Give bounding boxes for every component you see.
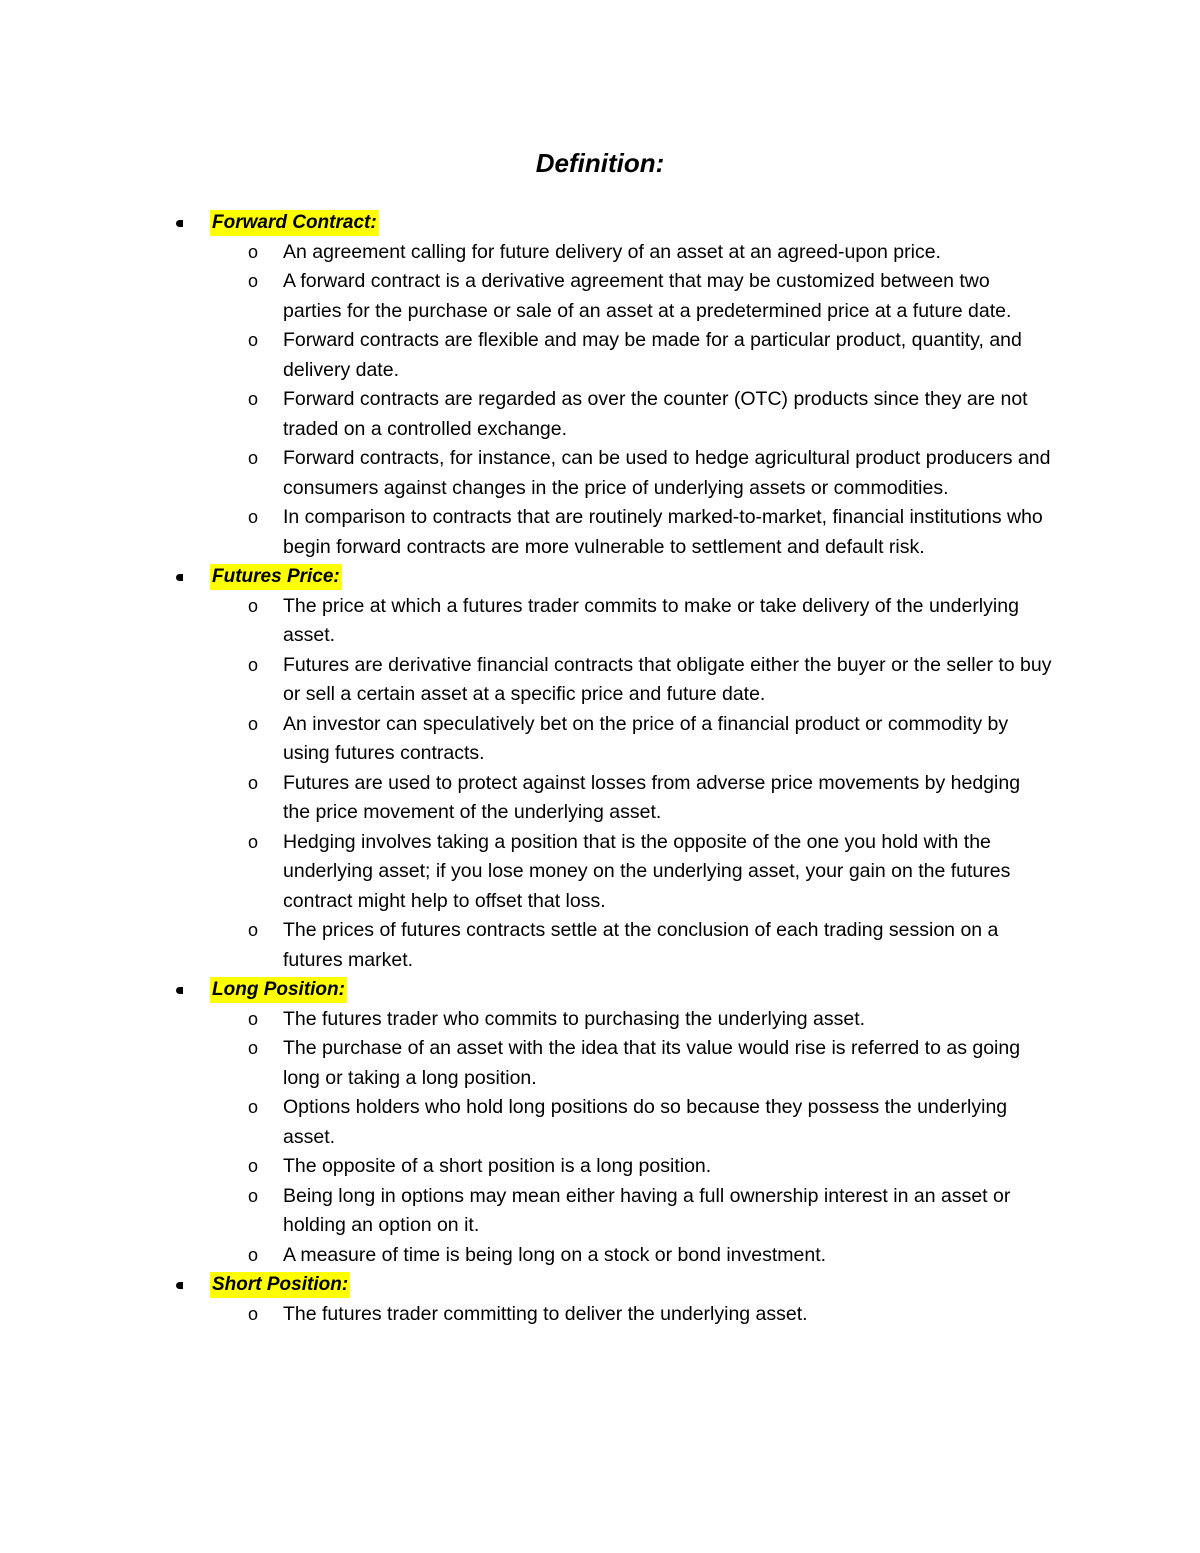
circle-bullet-icon: o: [248, 831, 259, 852]
list-item-text: A forward contract is a derivative agreement that may be customized between two parties for the purchase or sale of an asset at a predetermined price at a future date.: [283, 270, 1012, 322]
circle-bullet-icon: o: [248, 271, 259, 291]
circle-bullet-icon: o: [248, 448, 259, 468]
circle-bullet-icon: o: [248, 1038, 259, 1058]
circle-bullet-icon: o: [248, 1156, 259, 1176]
list-item-text: An agreement calling for future delivery of an asset at an agreed-upon price.: [283, 240, 941, 263]
circle-bullet-icon: o: [248, 1185, 259, 1206]
list-item: [172, 385, 1072, 444]
list-item-text: The price at which a futures trader commits to make or take delivery of the underlying asset.: [283, 594, 1019, 646]
list-item-text: Options holders who hold long positions do so because they possess the underlying asset.: [283, 1096, 1008, 1148]
list-item-text: Futures are used to protect against losses from adverse price movements by hedging the price movement of the underlying asset.: [283, 771, 1021, 823]
section-heading: [172, 975, 1072, 1005]
definition-section: [172, 562, 1072, 975]
list-item: [172, 326, 1072, 385]
list-item-text: The prices of futures contracts settle at the conclusion of each trading session on a futures market.: [283, 919, 999, 971]
definition-section: [172, 975, 1072, 1270]
list-item: [172, 1300, 1072, 1330]
page-title: Definition:: [535, 148, 665, 178]
definition-section: [172, 1270, 1072, 1329]
circle-bullet-icon: o: [248, 1008, 259, 1029]
list-item: [172, 710, 1072, 769]
list-item: [172, 651, 1072, 710]
sub-item-list: [172, 1005, 1072, 1271]
list-item-text: The opposite of a short position is a long position.: [283, 1155, 712, 1177]
list-item-text: Being long in options may mean either having a full ownership interest in an asset or holding an option on it.: [283, 1184, 1011, 1236]
circle-bullet-icon: o: [248, 772, 259, 793]
circle-bullet-icon: o: [248, 507, 259, 527]
sub-item-list: [172, 1300, 1072, 1330]
definition-section: [172, 208, 1072, 562]
list-item: [172, 238, 1072, 268]
list-item-text: Hedging involves taking a position that is the opposite of the one you hold with the underlying asset; if you lose money on the underlying asset, your gain on the futures contract might help to offset that loss.: [283, 830, 1011, 912]
bullet-icon: [176, 1282, 183, 1289]
list-item-text: Forward contracts are regarded as over the counter (OTC) products since they are not traded on a controlled exchange.: [283, 388, 1028, 440]
list-item: [172, 1241, 1072, 1271]
list-item: [172, 592, 1072, 651]
list-item: [172, 916, 1072, 975]
circle-bullet-icon: o: [248, 389, 259, 409]
bullet-icon: [176, 574, 183, 581]
list-item-text: A measure of time is being long on a stock or bond investment.: [283, 1243, 827, 1266]
circle-bullet-icon: o: [248, 595, 259, 616]
list-item-text: In comparison to contracts that are routinely marked-to-market, financial institutions who begin forward contracts are more vulnerable to settlement and default risk.: [283, 506, 1043, 558]
list-item: [172, 828, 1072, 917]
circle-bullet-icon: o: [248, 330, 259, 350]
section-heading: [172, 208, 1072, 238]
circle-bullet-icon: o: [248, 920, 259, 940]
list-item: [172, 1034, 1072, 1093]
list-item-text: The futures trader committing to deliver the underlying asset.: [283, 1302, 808, 1325]
list-item-text: Forward contracts, for instance, can be used to hedge agricultural product producers and consumers against changes in the price of underlying assets or commodities.: [283, 447, 1051, 499]
section-heading-label: Long Position:: [210, 977, 347, 1003]
definition-list: [172, 208, 1072, 1329]
list-item: [172, 503, 1072, 562]
section-heading: [172, 1270, 1072, 1300]
circle-bullet-icon: o: [248, 654, 259, 675]
list-item-text: An investor can speculatively bet on the price of a financial product or commodity by using futures contracts.: [283, 712, 1009, 764]
list-item: [172, 444, 1072, 503]
list-item: [172, 267, 1072, 326]
section-heading-label: Forward Contract:: [210, 210, 379, 236]
bullet-icon: [176, 987, 183, 994]
circle-bullet-icon: o: [248, 1303, 259, 1324]
list-item: [172, 1093, 1072, 1152]
sub-item-list: [172, 238, 1072, 563]
section-heading-label: Short Position:: [210, 1272, 350, 1298]
list-item-text: Forward contracts are flexible and may be made for a particular product, quantity, and delivery date.: [283, 329, 1022, 381]
sub-item-list: [172, 592, 1072, 976]
section-heading: [172, 562, 1072, 592]
circle-bullet-icon: o: [248, 713, 259, 734]
list-item-text: The futures trader who commits to purchasing the underlying asset.: [283, 1007, 866, 1030]
circle-bullet-icon: o: [248, 1097, 259, 1117]
circle-bullet-icon: o: [248, 241, 259, 262]
section-heading-label: Futures Price:: [210, 564, 342, 590]
list-item-text: Futures are derivative financial contracts that obligate either the buyer or the seller to buy or sell a certain asset at a specific price and future date.: [283, 653, 1052, 705]
list-item: [172, 1182, 1072, 1241]
list-item: [172, 769, 1072, 828]
list-item-text: The purchase of an asset with the idea that its value would rise is referred to as going long or taking a long position.: [283, 1037, 1021, 1089]
circle-bullet-icon: o: [248, 1244, 259, 1265]
list-item: [172, 1005, 1072, 1035]
bullet-icon: [176, 220, 183, 227]
list-item: [172, 1152, 1072, 1182]
